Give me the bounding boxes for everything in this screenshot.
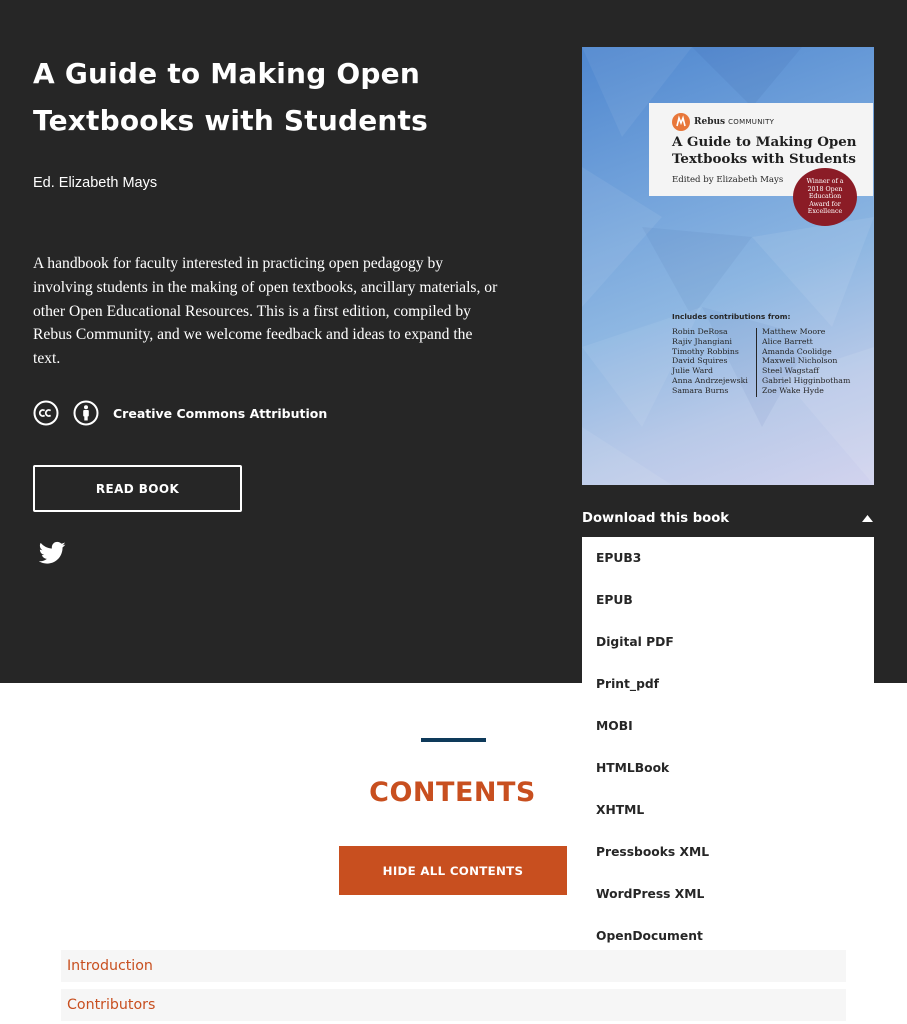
contributor-name: Zoe Wake Hyde [762, 385, 824, 395]
contributor-name: Alice Barrett [762, 336, 813, 346]
contributor-name: Samara Burns [672, 385, 729, 395]
license-label: Creative Commons Attribution [113, 405, 328, 421]
hide-all-contents-button[interactable]: HIDE ALL CONTENTS [339, 846, 567, 895]
brand-name: Rebus [694, 117, 726, 127]
caret-up-icon [862, 515, 873, 522]
download-toggle[interactable] [582, 504, 874, 532]
contributors-divider [756, 328, 757, 397]
download-format-option[interactable]: WordPress XML [596, 887, 705, 901]
rebus-brand [672, 113, 774, 131]
download-format-option[interactable]: HTMLBook [596, 761, 670, 775]
twitter-icon[interactable] [39, 541, 66, 565]
award-badge: Winner of a 2018 Open Education Award for Excellence [793, 168, 857, 226]
book-title: A Guide to Making Open Textbooks with Students [33, 57, 429, 137]
download-format-option[interactable]: EPUB [596, 593, 633, 607]
book-author: Ed. Elizabeth Mays [33, 175, 158, 191]
download-format-option[interactable]: OpenDocument [596, 929, 703, 943]
toc-item-contributors[interactable]: Contributors [61, 989, 846, 1021]
cc-icon [33, 400, 59, 426]
contributor-name: Julie Ward [672, 366, 713, 376]
contributor-name: Maxwell Nicholson [762, 356, 838, 366]
download-format-option[interactable]: MOBI [596, 719, 633, 733]
download-menu [582, 537, 874, 1000]
toc-item-introduction[interactable]: Introduction [61, 950, 846, 982]
contributor-name: Steel Wagstaff [762, 366, 819, 376]
attribution-icon [73, 400, 99, 426]
read-book-button[interactable]: READ BOOK [33, 465, 242, 512]
contributor-name: David Squires [672, 356, 728, 366]
download-format-option[interactable]: Print_pdf [596, 677, 660, 691]
contributor-name: Rajiv Jhangiani [672, 336, 732, 346]
download-format-option[interactable]: XHTML [596, 803, 645, 817]
contributor-name: Timothy Robbins [672, 346, 739, 356]
download-label: Download this book [582, 510, 730, 526]
contributors-heading: Includes contributions from: [672, 312, 791, 321]
contributor-name: Robin DeRosa [672, 327, 728, 336]
download-format-option[interactable]: Digital PDF [596, 635, 674, 649]
contributors-right [762, 327, 850, 396]
cover-editor: Edited by Elizabeth Mays [672, 175, 784, 185]
cover-title: A Guide to Making Open Textbooks with Students [672, 134, 857, 167]
contributors-left [672, 327, 748, 396]
contributor-name: Amanda Coolidge [762, 346, 832, 356]
download-format-option[interactable]: EPUB3 [596, 551, 642, 565]
book-description: A handbook for faculty interested in practicing open pedagogy by involving students in the making of open textbooks, ancillary materials, or other Open Educational Resources. This is a first edition, compiled by Rebus Community, and we welcome feedback and ideas to expand the text. [33, 255, 498, 368]
rebus-logo-icon [672, 113, 690, 131]
contributor-name: Matthew Moore [762, 327, 826, 336]
section-divider [421, 738, 486, 742]
download-format-option[interactable]: Pressbooks XML [596, 845, 710, 859]
table-of-contents [61, 950, 846, 1024]
book-cover [582, 47, 874, 485]
license-info [33, 400, 327, 426]
contents-title: CONTENTS [369, 777, 536, 808]
contributor-name: Gabriel Higginbotham [762, 375, 851, 385]
contributor-name: Anna Andrzejewski [672, 375, 748, 385]
brand-sub: COMMUNITY [728, 118, 775, 126]
